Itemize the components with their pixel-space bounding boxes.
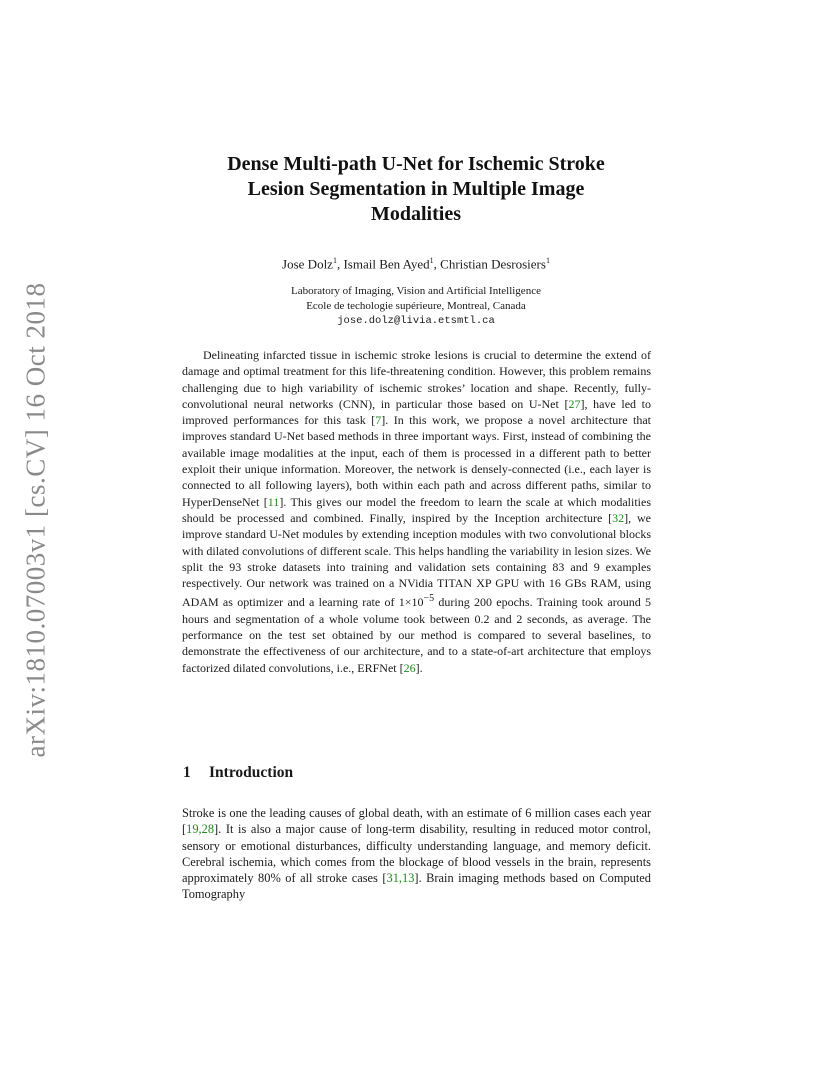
citation-link[interactable]: [ 11 ] <box>264 495 284 509</box>
author-name: Christian Desrosiers <box>440 256 546 272</box>
author-affiliation-mark: 1 <box>429 256 434 265</box>
intro-text: . It is also a major cause of long-term disability, resulting in reduced motor control, sensory or emotional disturbances, difficulty understanding language, and memory deficit. Cerebral ischemia, which comes from the blockage of blood vessels in the brain, represents approximately 80% of all stroke cases <box>182 822 651 886</box>
introduction-paragraph <box>182 805 651 903</box>
affiliation-block <box>180 284 652 329</box>
citation-link[interactable]: [ 31,13 ] <box>382 871 418 885</box>
author-affiliation-mark: 1 <box>545 256 550 265</box>
section-title: Introduction <box>209 764 294 781</box>
paper-title <box>200 152 632 227</box>
author-name: Jose Dolz <box>282 256 333 272</box>
intro-text: . Brain imaging methods based on Computed Tomography <box>182 871 651 902</box>
abstract-text: Delineating infarcted tissue in ischemic stroke lesions is crucial to determine the extend of damage and optimal treatment for this life-threatening condition. However, this problem remains challenging due to high variability of ischemic strokes’ location and shape. Recently, fully-convolutional neural networks (CNN), in particular those based on U-Net <box>182 348 651 411</box>
citation-link[interactable]: [ 27 ] <box>564 397 584 411</box>
abstract-paragraph <box>182 347 651 676</box>
affiliation-lab: Laboratory of Imaging, Vision and Artificial Intelligence <box>291 285 541 297</box>
abstract-text: . In this work, we propose a novel architecture that improves standard U-Net based methods in three important ways. First, instead of combining the available image modalities at the input, each of them is processed in a different path to better exploit their unique information. Moreover, the network is densely-connected (i.e., each layer is connected to all following layers), both within each path and across different paths, similar to HyperDenseNet <box>182 413 651 509</box>
title-line-2: Lesion Segmentation in Multiple Image <box>247 178 585 200</box>
abstract-text: during 200 epochs. Training took around 5 hours and segmentation of a whole volume took between 0.2 and 2 seconds, as average. The performance on the test set obtained by our method is compared to several baselines, to demonstrate the effectiveness of our architecture, and to a state-of-art architecture that employs factorized dilated convolutions, i.e., ERFNet <box>182 595 651 675</box>
author-name: Ismail Ben Ayed <box>343 256 430 272</box>
section-heading <box>183 764 293 782</box>
affiliation-institution: Ecole de techologie supérieure, Montreal, Canada <box>306 300 526 312</box>
author-list: Jose Dolz$^1$, Ismail Ben Ayed$^1$, Christian Desrosiers$^1$ <box>282 256 550 272</box>
citation-link[interactable]: [ 26 ] <box>400 661 420 675</box>
exponent: −5 <box>423 593 435 605</box>
citation-link[interactable]: [ 19,28 ] <box>182 822 218 836</box>
author-email[interactable]: jose.dolz@livia.etsmtl.ca <box>337 315 495 327</box>
author-affiliation-mark: 1 <box>332 256 337 265</box>
abstract-text: , we improve standard U-Net modules by extending inception modules with two convolutional blocks with dilated convolutions of different scale. This helps handling the variability in lesion sizes. We split the 93 stroke datasets into training and validation sets containing 83 and 9 examples respectively. Our network was trained on a NVidia TITAN XP GPU with 16 GBs RAM, using ADAM as optimizer and a learning rate of 1×10 <box>182 510 651 610</box>
intro-text: Stroke is one the leading causes of global death, with an estimate of 6 million cases each year <box>182 806 651 820</box>
abstract-text: . <box>419 660 423 675</box>
section-number: 1 <box>183 764 191 781</box>
title-line-1: Dense Multi-path U-Net for Ischemic Stroke <box>227 153 605 175</box>
title-line-3: Modalities <box>371 203 461 225</box>
abstract-text: . This gives our model the freedom to learn the scale at which modalities should be processed and combined. Finally, inspired by the Inception architecture <box>182 494 651 525</box>
arxiv-identifier-stamp: arXiv:1810.07003v1 [cs.CV] 16 Oct 2018 <box>20 282 51 758</box>
citation-link[interactable]: [ 32 ] <box>608 511 628 525</box>
abstract-text: , have led to improved performances for this task <box>182 396 651 428</box>
citation-link[interactable]: [ 7 ] <box>371 413 385 427</box>
